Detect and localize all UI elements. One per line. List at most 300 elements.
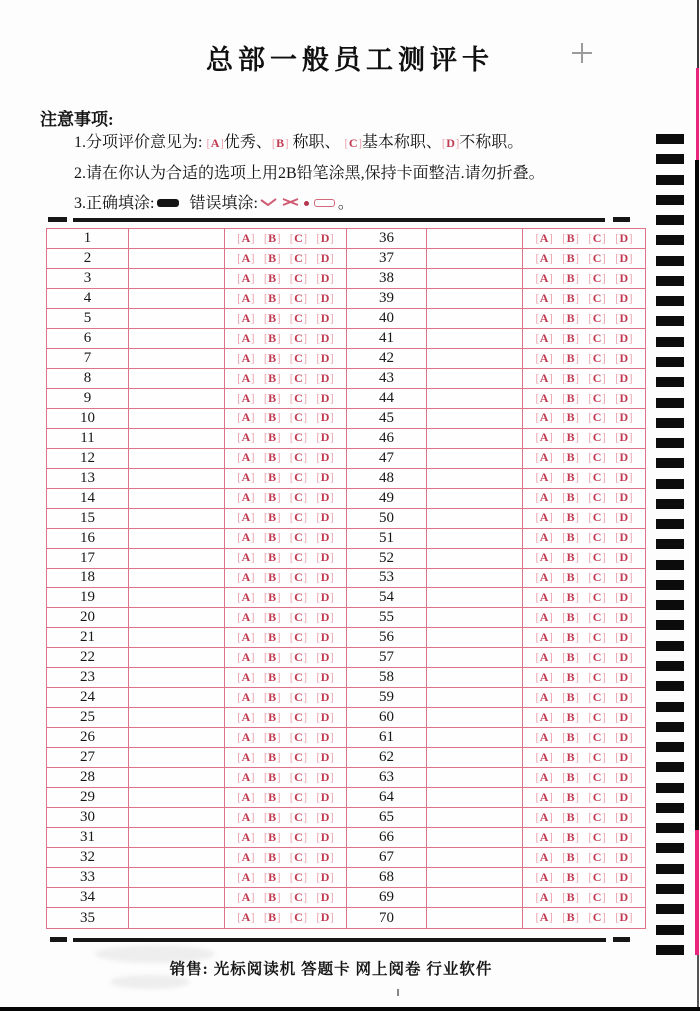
option-bubble-D[interactable] bbox=[316, 312, 333, 326]
option-bubble-C[interactable] bbox=[588, 471, 605, 485]
option-bubble-C[interactable] bbox=[290, 591, 307, 605]
bracket-right: ] bbox=[250, 332, 255, 345]
option-bubble-A[interactable] bbox=[535, 411, 552, 425]
option-bubble-B[interactable] bbox=[562, 791, 579, 805]
option-bubble-D[interactable] bbox=[615, 272, 632, 286]
option-letter: B bbox=[566, 410, 575, 425]
option-bubble-C[interactable] bbox=[588, 651, 605, 665]
option-bubble-B[interactable] bbox=[264, 831, 281, 845]
option-bubble-A[interactable] bbox=[237, 871, 254, 885]
option-bubble-C[interactable] bbox=[588, 771, 605, 785]
option-bubble-B[interactable] bbox=[264, 352, 281, 366]
option-bubble-D[interactable] bbox=[316, 531, 333, 545]
option-bubble-A[interactable] bbox=[237, 372, 254, 386]
option-bubble-A[interactable] bbox=[237, 811, 254, 825]
option-letter: C bbox=[592, 270, 602, 285]
option-bubble-A[interactable] bbox=[237, 531, 254, 545]
option-bubble-C[interactable] bbox=[588, 411, 605, 425]
option-bubble-C[interactable] bbox=[290, 651, 307, 665]
option-bubble-D[interactable] bbox=[615, 591, 632, 605]
option-bubble-C[interactable] bbox=[588, 232, 605, 246]
option-bubble-B[interactable] bbox=[562, 711, 579, 725]
option-bubble-B[interactable] bbox=[264, 471, 281, 485]
option-bubble-C[interactable] bbox=[588, 631, 605, 645]
option-bubble-C[interactable] bbox=[290, 711, 307, 725]
option-bubble-C[interactable] bbox=[588, 851, 605, 865]
option-bubble-A[interactable] bbox=[535, 831, 552, 845]
option-bubble-D[interactable] bbox=[316, 751, 333, 765]
option-bubble-D[interactable] bbox=[615, 811, 632, 825]
option-bubble-A[interactable] bbox=[237, 631, 254, 645]
option-bubble-B[interactable] bbox=[562, 691, 579, 705]
option-bubble-A[interactable] bbox=[237, 352, 254, 366]
option-bubble-C[interactable] bbox=[588, 891, 605, 905]
bracket-left: [ bbox=[535, 572, 540, 585]
option-bubble-C[interactable] bbox=[588, 591, 605, 605]
option-bubble-C[interactable] bbox=[290, 611, 307, 625]
option-bubble-B[interactable] bbox=[562, 252, 579, 266]
option-bubble-C[interactable] bbox=[290, 771, 307, 785]
option-bubble-A[interactable] bbox=[237, 312, 254, 326]
option-bubble-C[interactable] bbox=[588, 392, 605, 406]
option-bubble-A[interactable] bbox=[535, 591, 552, 605]
option-bubble-C[interactable] bbox=[290, 252, 307, 266]
option-bubble-A[interactable] bbox=[237, 891, 254, 905]
bracket-left: [ bbox=[237, 652, 242, 665]
option-bubble-B[interactable] bbox=[264, 911, 281, 925]
option-bubble-C[interactable] bbox=[290, 831, 307, 845]
option-bubble-B[interactable] bbox=[562, 531, 579, 545]
option-bubble-A[interactable] bbox=[535, 232, 552, 246]
option-bubble-B[interactable] bbox=[264, 491, 281, 505]
option-bubble-A[interactable] bbox=[535, 252, 552, 266]
option-bubble-B[interactable] bbox=[562, 511, 579, 525]
option-letter: B bbox=[268, 330, 277, 345]
option-bubble-B[interactable] bbox=[264, 292, 281, 306]
option-bubble-B[interactable] bbox=[264, 751, 281, 765]
option-bubble-A[interactable] bbox=[535, 771, 552, 785]
option-bubble-B[interactable] bbox=[264, 431, 281, 445]
option-bubble-B[interactable] bbox=[264, 252, 281, 266]
options-cell bbox=[523, 628, 645, 648]
option-bubble-D[interactable] bbox=[316, 352, 333, 366]
option-bubble-D[interactable] bbox=[615, 312, 632, 326]
option-bubble-A[interactable] bbox=[535, 551, 552, 565]
option-bubble-A[interactable] bbox=[535, 691, 552, 705]
option-bubble-A[interactable] bbox=[237, 252, 254, 266]
option-bubble-C[interactable] bbox=[588, 571, 605, 585]
option-bubble-D[interactable] bbox=[615, 771, 632, 785]
option-bubble-B[interactable] bbox=[562, 811, 579, 825]
option-bubble-C[interactable] bbox=[588, 831, 605, 845]
option-bubble-D[interactable] bbox=[615, 411, 632, 425]
option-bubble-B[interactable] bbox=[562, 352, 579, 366]
option-bubble-B[interactable] bbox=[562, 831, 579, 845]
option-bubble-C[interactable] bbox=[588, 751, 605, 765]
option-bubble-C[interactable] bbox=[290, 731, 307, 745]
option-bubble-D[interactable] bbox=[615, 491, 632, 505]
option-bubble-B[interactable] bbox=[264, 611, 281, 625]
option-bubble-C[interactable] bbox=[588, 332, 605, 346]
option-bubble-B[interactable] bbox=[264, 811, 281, 825]
option-bubble-D[interactable] bbox=[615, 372, 632, 386]
option-bubble-A[interactable] bbox=[535, 871, 552, 885]
option-bubble-A[interactable] bbox=[535, 511, 552, 525]
option-bubble-D[interactable] bbox=[615, 252, 632, 266]
option-bubble-D[interactable] bbox=[316, 292, 333, 306]
option-bubble-A[interactable] bbox=[535, 671, 552, 685]
option-bubble-A[interactable] bbox=[237, 851, 254, 865]
bracket-right: ] bbox=[601, 392, 606, 405]
option-bubble-C[interactable] bbox=[588, 292, 605, 306]
option-bubble-D[interactable] bbox=[316, 871, 333, 885]
option-bubble-B[interactable] bbox=[562, 611, 579, 625]
option-bubble-A[interactable] bbox=[237, 771, 254, 785]
option-bubble-B[interactable] bbox=[264, 671, 281, 685]
option-bubble-C[interactable] bbox=[588, 252, 605, 266]
option-bubble-B[interactable] bbox=[264, 332, 281, 346]
option-bubble-D[interactable] bbox=[316, 551, 333, 565]
option-bubble-D[interactable] bbox=[615, 511, 632, 525]
option-bubble-C[interactable] bbox=[290, 372, 307, 386]
option-bubble-D[interactable] bbox=[615, 691, 632, 705]
option-bubble-D[interactable] bbox=[316, 332, 333, 346]
option-bubble-D[interactable] bbox=[615, 332, 632, 346]
option-bubble-D[interactable] bbox=[615, 611, 632, 625]
option-bubble-D[interactable] bbox=[316, 431, 333, 445]
question-number bbox=[347, 848, 427, 868]
option-bubble-C[interactable] bbox=[588, 372, 605, 386]
option-bubble-C[interactable] bbox=[588, 731, 605, 745]
option-bubble-B[interactable] bbox=[562, 571, 579, 585]
option-bubble-D[interactable] bbox=[615, 711, 632, 725]
option-bubble-C[interactable] bbox=[290, 352, 307, 366]
option-bubble-D[interactable] bbox=[316, 272, 333, 286]
option-bubble-D[interactable] bbox=[615, 571, 632, 585]
option-bubble-C[interactable] bbox=[588, 431, 605, 445]
option-bubble-B[interactable] bbox=[264, 631, 281, 645]
option-bubble-D[interactable] bbox=[316, 891, 333, 905]
option-bubble-A[interactable] bbox=[535, 531, 552, 545]
option-bubble-A[interactable] bbox=[535, 811, 552, 825]
option-bubble-A[interactable] bbox=[535, 292, 552, 306]
option-bubble-A[interactable] bbox=[237, 491, 254, 505]
bracket-right: ] bbox=[329, 612, 334, 625]
option-bubble-C[interactable] bbox=[588, 811, 605, 825]
option-letter: C bbox=[294, 550, 303, 565]
option-bubble-D[interactable] bbox=[316, 831, 333, 845]
option-bubble-C[interactable] bbox=[588, 491, 605, 505]
option-bubble-D[interactable] bbox=[316, 232, 333, 246]
option-bubble-C[interactable] bbox=[290, 392, 307, 406]
option-bubble-C[interactable] bbox=[290, 851, 307, 865]
option-bubble-B[interactable] bbox=[562, 292, 579, 306]
option-bubble-C[interactable] bbox=[588, 551, 605, 565]
option-bubble-B[interactable] bbox=[264, 691, 281, 705]
option-bubble-B[interactable] bbox=[562, 372, 579, 386]
option-bubble-D[interactable] bbox=[316, 491, 333, 505]
option-bubble-C[interactable] bbox=[588, 691, 605, 705]
option-bubble-A[interactable] bbox=[535, 911, 552, 925]
option-bubble-D[interactable] bbox=[615, 392, 632, 406]
option-bubble-A[interactable] bbox=[535, 471, 552, 485]
option-bubble-A[interactable] bbox=[237, 232, 254, 246]
option-bubble-D[interactable] bbox=[615, 651, 632, 665]
option-bubble-A[interactable] bbox=[535, 711, 552, 725]
option-bubble-A[interactable] bbox=[535, 451, 552, 465]
option-bubble-B[interactable] bbox=[264, 411, 281, 425]
option-bubble-B[interactable] bbox=[264, 851, 281, 865]
option-bubble-A[interactable] bbox=[237, 471, 254, 485]
option-bubble-D[interactable] bbox=[316, 791, 333, 805]
option-bubble-C[interactable] bbox=[290, 791, 307, 805]
option-bubble-D[interactable] bbox=[615, 631, 632, 645]
option-bubble-B[interactable] bbox=[264, 312, 281, 326]
option-bubble-A[interactable] bbox=[237, 431, 254, 445]
option-bubble-C[interactable] bbox=[290, 751, 307, 765]
blank-cell bbox=[129, 688, 225, 708]
option-bubble-A[interactable] bbox=[535, 731, 552, 745]
option-bubble-B[interactable] bbox=[264, 871, 281, 885]
option-bubble-D[interactable] bbox=[316, 631, 333, 645]
option-bubble-B[interactable] bbox=[562, 551, 579, 565]
option-bubble-C[interactable] bbox=[290, 272, 307, 286]
option-bubble-C[interactable] bbox=[290, 571, 307, 585]
option-bubble-B[interactable] bbox=[562, 911, 579, 925]
option-bubble-C[interactable] bbox=[588, 671, 605, 685]
option-bubble-D[interactable] bbox=[316, 392, 333, 406]
option-bubble-B[interactable] bbox=[562, 451, 579, 465]
option-bubble-C[interactable] bbox=[588, 272, 605, 286]
option-bubble-C[interactable] bbox=[290, 691, 307, 705]
option-bubble-C[interactable] bbox=[290, 312, 307, 326]
option-bubble-B[interactable] bbox=[264, 591, 281, 605]
option-bubble-C[interactable] bbox=[290, 431, 307, 445]
option-bubble-A[interactable] bbox=[535, 751, 552, 765]
option-bubble-D[interactable] bbox=[615, 831, 632, 845]
option-bubble-D[interactable] bbox=[316, 411, 333, 425]
option-bubble-B[interactable] bbox=[562, 411, 579, 425]
option-bubble-A[interactable] bbox=[237, 292, 254, 306]
option-bubble-D[interactable] bbox=[615, 851, 632, 865]
option-bubble-D bbox=[442, 136, 459, 150]
option-bubble-C[interactable] bbox=[290, 471, 307, 485]
option-bubble-A[interactable] bbox=[535, 791, 552, 805]
option-bubble-D[interactable] bbox=[615, 531, 632, 545]
option-bubble-C[interactable] bbox=[290, 232, 307, 246]
option-bubble-C[interactable] bbox=[588, 531, 605, 545]
option-bubble-A[interactable] bbox=[535, 332, 552, 346]
option-bubble-C[interactable] bbox=[290, 631, 307, 645]
option-bubble-D[interactable] bbox=[615, 911, 632, 925]
option-bubble-C[interactable] bbox=[290, 871, 307, 885]
option-bubble-D[interactable] bbox=[615, 551, 632, 565]
option-bubble-A[interactable] bbox=[535, 651, 552, 665]
option-bubble-C[interactable] bbox=[588, 312, 605, 326]
option-bubble-C[interactable] bbox=[290, 332, 307, 346]
option-bubble-A[interactable] bbox=[237, 332, 254, 346]
option-bubble-A[interactable] bbox=[237, 611, 254, 625]
option-bubble-B[interactable] bbox=[562, 891, 579, 905]
option-bubble-D[interactable] bbox=[316, 671, 333, 685]
option-bubble-B[interactable] bbox=[562, 591, 579, 605]
option-bubble-B[interactable] bbox=[562, 431, 579, 445]
option-bubble-B[interactable] bbox=[264, 771, 281, 785]
option-bubble-A[interactable] bbox=[535, 352, 552, 366]
option-bubble-C[interactable] bbox=[588, 611, 605, 625]
options-cell bbox=[225, 668, 347, 688]
blank-cell bbox=[129, 529, 225, 549]
option-bubble-C[interactable] bbox=[290, 891, 307, 905]
option-bubble-D[interactable] bbox=[316, 851, 333, 865]
option-bubble-D[interactable] bbox=[316, 372, 333, 386]
option-bubble-A[interactable] bbox=[535, 851, 552, 865]
option-bubble-A[interactable] bbox=[237, 711, 254, 725]
option-bubble-D[interactable] bbox=[316, 511, 333, 525]
option-letter: A bbox=[539, 749, 549, 764]
option-bubble-A[interactable] bbox=[237, 392, 254, 406]
option-bubble-A[interactable] bbox=[237, 831, 254, 845]
option-bubble-D[interactable] bbox=[615, 671, 632, 685]
option-bubble-D[interactable] bbox=[615, 731, 632, 745]
option-bubble-A[interactable] bbox=[237, 411, 254, 425]
option-bubble-A[interactable] bbox=[535, 611, 552, 625]
option-bubble-D[interactable] bbox=[316, 911, 333, 925]
option-bubble-C[interactable] bbox=[290, 292, 307, 306]
option-bubble-A[interactable] bbox=[237, 671, 254, 685]
option-bubble-B[interactable] bbox=[264, 451, 281, 465]
option-bubble-A[interactable] bbox=[535, 491, 552, 505]
option-bubble-D[interactable] bbox=[615, 451, 632, 465]
option-bubble-B[interactable] bbox=[562, 771, 579, 785]
option-bubble-C[interactable] bbox=[588, 871, 605, 885]
option-bubble-B[interactable] bbox=[264, 511, 281, 525]
option-bubble-B[interactable] bbox=[264, 232, 281, 246]
timing-mark bbox=[656, 458, 684, 468]
option-bubble-A[interactable] bbox=[237, 571, 254, 585]
option-bubble-D[interactable] bbox=[316, 451, 333, 465]
option-bubble-B[interactable] bbox=[264, 392, 281, 406]
option-bubble-A[interactable] bbox=[237, 731, 254, 745]
option-bubble-B[interactable] bbox=[562, 232, 579, 246]
option-bubble-D[interactable] bbox=[615, 871, 632, 885]
option-bubble-D[interactable] bbox=[316, 771, 333, 785]
option-bubble-D[interactable] bbox=[316, 252, 333, 266]
option-bubble-D[interactable] bbox=[316, 611, 333, 625]
option-bubble-D[interactable] bbox=[316, 731, 333, 745]
option-bubble-D[interactable] bbox=[316, 691, 333, 705]
option-bubble-B[interactable] bbox=[562, 312, 579, 326]
option-bubble-B[interactable] bbox=[264, 551, 281, 565]
option-bubble-D[interactable] bbox=[615, 431, 632, 445]
option-bubble-A[interactable] bbox=[535, 272, 552, 286]
option-bubble-C[interactable] bbox=[588, 911, 605, 925]
option-bubble-D[interactable] bbox=[316, 651, 333, 665]
option-bubble-D[interactable] bbox=[615, 791, 632, 805]
option-bubble-B[interactable] bbox=[264, 372, 281, 386]
option-bubble-B[interactable] bbox=[562, 751, 579, 765]
option-bubble-A[interactable] bbox=[237, 691, 254, 705]
timing-mark bbox=[656, 418, 684, 428]
option-bubble-D[interactable] bbox=[615, 292, 632, 306]
option-bubble-B[interactable] bbox=[562, 851, 579, 865]
option-bubble-B[interactable] bbox=[264, 571, 281, 585]
option-bubble-A[interactable] bbox=[535, 392, 552, 406]
option-bubble-C[interactable] bbox=[588, 352, 605, 366]
option-bubble-A[interactable] bbox=[237, 272, 254, 286]
option-bubble-C[interactable] bbox=[588, 451, 605, 465]
option-bubble-A[interactable] bbox=[237, 511, 254, 525]
option-bubble-B[interactable] bbox=[264, 731, 281, 745]
option-bubble-B[interactable] bbox=[264, 791, 281, 805]
option-bubble-A[interactable] bbox=[237, 791, 254, 805]
option-bubble-B[interactable] bbox=[264, 711, 281, 725]
option-bubble-B[interactable] bbox=[562, 731, 579, 745]
option-bubble-A[interactable] bbox=[237, 651, 254, 665]
option-bubble-A[interactable] bbox=[237, 551, 254, 565]
option-bubble-B[interactable] bbox=[562, 392, 579, 406]
option-bubble-D[interactable] bbox=[615, 751, 632, 765]
option-bubble-B[interactable] bbox=[562, 332, 579, 346]
option-bubble-C[interactable] bbox=[290, 811, 307, 825]
option-bubble-D[interactable] bbox=[615, 232, 632, 246]
option-bubble-D[interactable] bbox=[316, 811, 333, 825]
option-bubble-A[interactable] bbox=[535, 372, 552, 386]
option-bubble-B[interactable] bbox=[562, 651, 579, 665]
option-letter: D bbox=[320, 510, 330, 525]
option-bubble-C[interactable] bbox=[290, 531, 307, 545]
option-bubble-A[interactable] bbox=[535, 631, 552, 645]
option-bubble-C[interactable] bbox=[290, 511, 307, 525]
option-bubble-D[interactable] bbox=[615, 891, 632, 905]
option-bubble-C[interactable] bbox=[290, 551, 307, 565]
option-bubble-A[interactable] bbox=[237, 451, 254, 465]
option-bubble-D[interactable] bbox=[316, 711, 333, 725]
option-bubble-B[interactable] bbox=[264, 651, 281, 665]
option-bubble-A[interactable] bbox=[535, 431, 552, 445]
option-bubble-D[interactable] bbox=[316, 591, 333, 605]
option-bubble-D[interactable] bbox=[615, 352, 632, 366]
option-bubble-A[interactable] bbox=[535, 571, 552, 585]
option-bubble-C[interactable] bbox=[588, 711, 605, 725]
option-bubble-B[interactable] bbox=[562, 631, 579, 645]
option-bubble-C[interactable] bbox=[588, 511, 605, 525]
option-bubble-C[interactable] bbox=[588, 791, 605, 805]
option-bubble-A[interactable] bbox=[535, 312, 552, 326]
option-bubble-B[interactable] bbox=[264, 272, 281, 286]
option-bubble-D[interactable] bbox=[316, 571, 333, 585]
option-bubble-B[interactable] bbox=[562, 471, 579, 485]
option-bubble-A[interactable] bbox=[535, 891, 552, 905]
option-bubble-B[interactable] bbox=[562, 491, 579, 505]
option-bubble-C[interactable] bbox=[290, 671, 307, 685]
option-bubble-A[interactable] bbox=[237, 911, 254, 925]
option-bubble-B[interactable] bbox=[562, 871, 579, 885]
option-bubble-C[interactable] bbox=[290, 911, 307, 925]
option-bubble-D[interactable] bbox=[316, 471, 333, 485]
option-bubble-C[interactable] bbox=[290, 411, 307, 425]
option-bubble-C[interactable] bbox=[290, 451, 307, 465]
timing-mark bbox=[656, 337, 684, 347]
option-bubble-B[interactable] bbox=[264, 891, 281, 905]
option-bubble-B[interactable] bbox=[264, 531, 281, 545]
option-bubble-A[interactable] bbox=[237, 751, 254, 765]
option-bubble-C[interactable] bbox=[290, 491, 307, 505]
option-bubble-D[interactable] bbox=[615, 471, 632, 485]
option-bubble-B[interactable] bbox=[562, 272, 579, 286]
option-bubble-A[interactable] bbox=[237, 591, 254, 605]
option-bubble-B[interactable] bbox=[562, 671, 579, 685]
